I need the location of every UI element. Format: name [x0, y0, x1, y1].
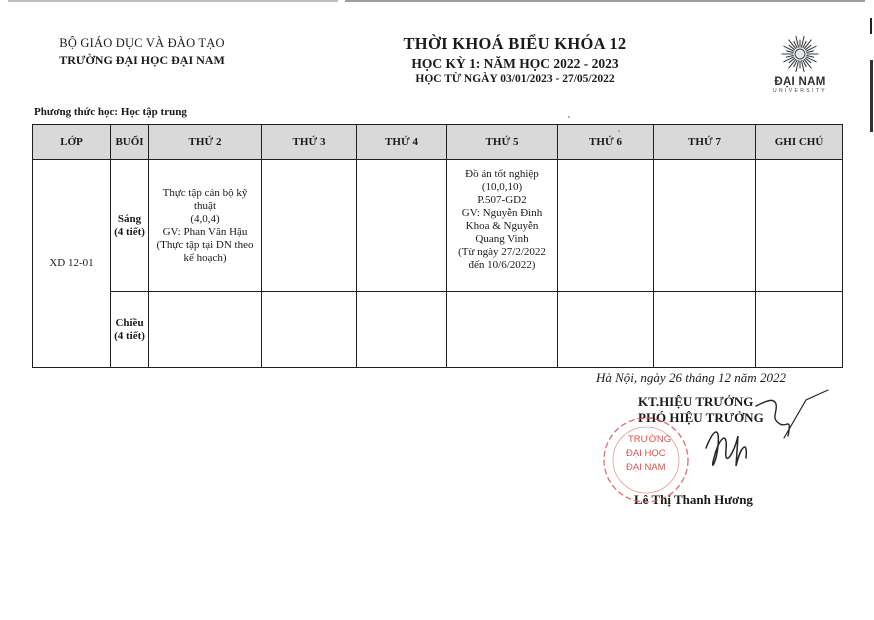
logo-ray [806, 46, 816, 51]
place-and-date: Hà Nội, ngày 26 tháng 12 năm 2022 [596, 370, 786, 385]
header-friday: THỨ 6 [558, 125, 654, 160]
teacher-line: GV: Nguyễn Đình [461, 207, 543, 219]
thursday-afternoon-cell [447, 292, 558, 368]
session-name: Chiều [115, 316, 144, 329]
wednesday-morning-cell [357, 160, 447, 292]
header-thursday: THỨ 5 [447, 125, 558, 160]
timetable-header-row [33, 125, 843, 160]
date-range-line: (Từ ngày 27/2/2022 [458, 246, 546, 258]
seal-line-3: ĐẠI NAM [626, 462, 666, 473]
ministry-name: BỘ GIÁO DỤC VÀ ĐÀO TẠO [59, 36, 225, 50]
teacher-line: Quang Vinh [475, 233, 529, 245]
monday-afternoon-cell [149, 292, 262, 368]
tuesday-morning-cell [262, 160, 357, 292]
saturday-morning-cell [654, 160, 756, 292]
header-tuesday: THỨ 3 [262, 125, 357, 160]
header-class: LỚP [33, 125, 111, 160]
note-line: kế hoạch) [183, 251, 227, 264]
logo-ray [784, 57, 794, 62]
session-name: Sáng [117, 212, 142, 225]
session-cell-morning [111, 160, 149, 292]
thursday-morning-cell [447, 160, 558, 292]
class-name: XD 12-01 [49, 257, 94, 269]
credits-line: (4,0,4) [190, 212, 220, 225]
session-hours: (4 tiết) [114, 329, 145, 342]
document-title: THỜI KHOÁ BIỂU KHÓA 12 [403, 34, 627, 53]
logo-ray [806, 57, 816, 62]
timetable [32, 124, 843, 368]
semester-line: HỌC KỲ 1: NĂM HỌC 2022 - 2023 [411, 56, 619, 71]
date-range-line: đến 10/6/2022) [468, 259, 536, 271]
logo-name: ĐẠI NAM [774, 76, 826, 88]
header-monday: THỨ 2 [149, 125, 262, 160]
monday-morning-cell [149, 160, 262, 292]
signer-position: PHÓ HIỆU TRƯỞNG [638, 410, 764, 425]
logo-subtitle: UNIVERSITY [772, 88, 827, 94]
tuesday-afternoon-cell [262, 292, 357, 368]
seal-line-1: TRƯỜNG [628, 434, 672, 445]
saturday-afternoon-cell [654, 292, 756, 368]
session-hours: (4 tiết) [114, 225, 145, 238]
seal-line-2: ĐẠI HỌC [626, 448, 666, 459]
signer-name: Lê Thị Thanh Hương [634, 492, 753, 507]
subject-line: thuật [194, 199, 216, 212]
note-line: (Thực tập tại DN theo [156, 238, 254, 251]
teacher-line: GV: Phan Văn Hậu [162, 225, 248, 238]
class-cell [33, 160, 111, 368]
logo-ray [784, 46, 794, 51]
header-wednesday: THỨ 4 [357, 125, 447, 160]
scan-edge-mark [870, 18, 872, 34]
header-notes: GHI CHÚ [756, 125, 843, 160]
subject-line: Thực tập cán bộ kỹ [162, 186, 248, 199]
logo-ray [807, 51, 814, 53]
scan-top-edge [0, 0, 874, 3]
on-behalf-title: KT.HIỆU TRƯỞNG [638, 394, 754, 409]
logo-ray [807, 56, 814, 58]
header-session: BUỔI [111, 125, 149, 160]
teacher-line: Khoa & Nguyễn [465, 220, 539, 232]
logo-ray [786, 51, 793, 53]
document-title-block [335, 34, 695, 85]
scan-edge-bar [870, 60, 873, 132]
notes-morning-cell [756, 160, 843, 292]
notes-afternoon-cell [756, 292, 843, 368]
subject-line: Đồ án tốt nghiệp [465, 168, 539, 180]
period-line: HỌC TỪ NGÀY 03/01/2023 - 27/05/2022 [415, 73, 615, 85]
session-cell-afternoon [111, 292, 149, 368]
room-line: P.507-GD2 [477, 194, 527, 206]
university-logo [762, 34, 838, 94]
credits-line: (10,0,10) [481, 181, 523, 193]
table-row-afternoon [33, 292, 843, 368]
logo-ray [786, 56, 793, 58]
handwritten-signature-icon [680, 388, 840, 488]
issuing-organization [44, 36, 240, 68]
university-name: TRƯỜNG ĐẠI HỌC ĐẠI NAM [59, 53, 225, 67]
table-row-morning [33, 160, 843, 292]
friday-afternoon-cell [558, 292, 654, 368]
wednesday-afternoon-cell [357, 292, 447, 368]
sunburst-logo-icon [778, 34, 822, 74]
friday-morning-cell [558, 160, 654, 292]
header-saturday: THỨ 7 [654, 125, 756, 160]
study-method: Phương thức học: Học tập trung [34, 106, 187, 118]
